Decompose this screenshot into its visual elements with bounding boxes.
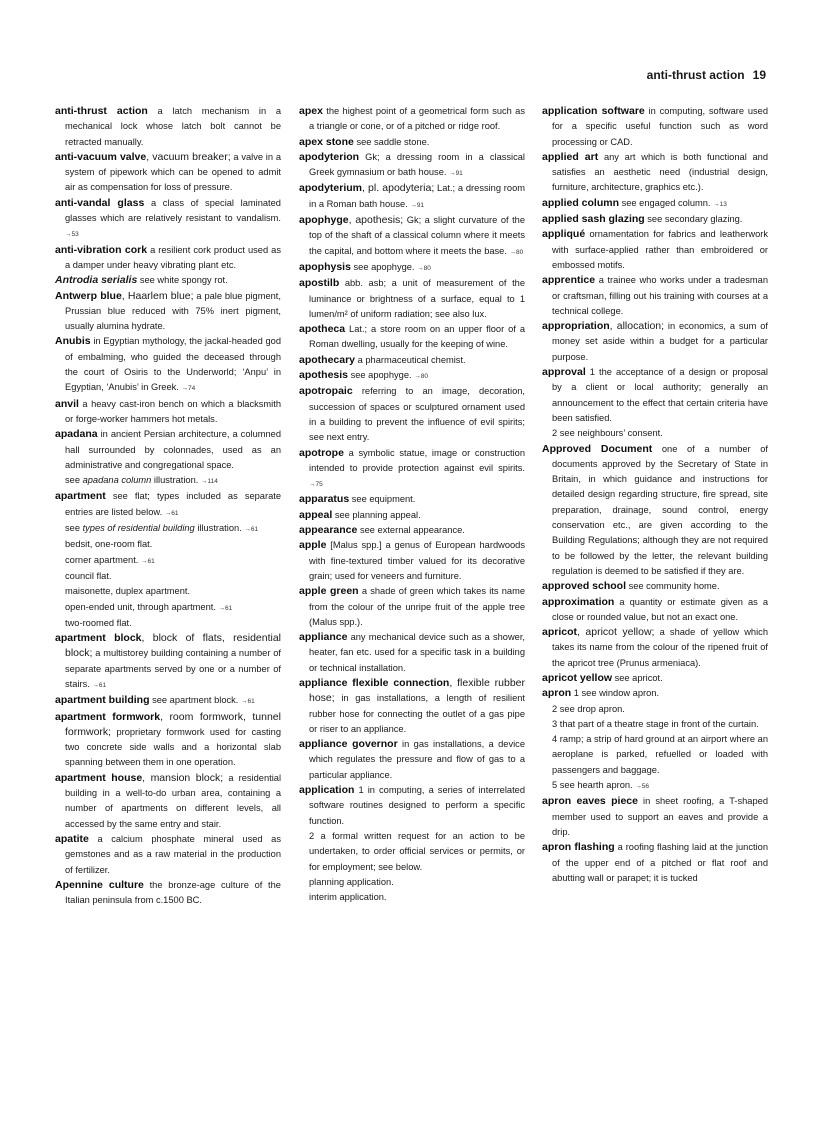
- entry-definition: see community home.: [626, 581, 720, 592]
- entry-headword: appliance flexible connection: [299, 676, 450, 689]
- cross-reference: →80: [417, 264, 431, 272]
- dictionary-entry: [299, 676, 525, 737]
- entry-definition: a trainee who works under a tradesman or craftsman, filling out his training with courses at a technical college.: [552, 275, 768, 316]
- entry-headword: anti-vibration cork: [55, 243, 148, 256]
- dictionary-entry: [299, 150, 525, 182]
- entry-headword: apotropaic: [299, 385, 353, 398]
- entry-definition: one of a number of documents approved by the Secretary of State in Britain, in which guidance and instructions for detailed design regarding structure, fire spread, site preparation, drainage, sound control, energy conservation etc., are given according to the Building Regulations; although they are not required to be followed by the letter, the relevant building regulation is deemed to be satisfied if they are.: [552, 443, 768, 576]
- entry-headword: apodyterion: [299, 150, 360, 163]
- dictionary-entry: [299, 737, 525, 783]
- cross-reference: →114: [200, 478, 218, 486]
- entry-subitem: [542, 426, 768, 441]
- dictionary-entry: [299, 181, 525, 213]
- entry-definition: any mechanical device such as a shower, heater, fan etc. used for a specific task in a building or technical installation.: [309, 632, 525, 673]
- cross-reference: →61: [92, 681, 107, 689]
- dictionary-entry: [55, 710, 281, 771]
- dictionary-entry: [299, 135, 525, 150]
- entry-definition: 4 ramp; a strip of hard ground at an airport where an aeroplane is parked, refuelled or loaded with passengers and baggage.: [552, 734, 768, 775]
- dictionary-entry: [55, 832, 281, 878]
- entry-headword: anti-thrust action: [55, 105, 148, 117]
- dictionary-entry: [55, 273, 281, 288]
- entry-headword: apodyterium: [299, 182, 363, 195]
- entry-headword: Approved Document: [542, 442, 653, 455]
- dictionary-entry: [542, 273, 768, 319]
- entry-definition: see flat; types included as separate entries are listed below.: [65, 491, 281, 517]
- dictionary-entry: [55, 489, 281, 521]
- entry-definition: 3 that part of a theatre stage in front of the curtain.: [552, 718, 759, 729]
- entry-definition: a pale blue pigment, Prussian blue reduced with 75% inert pigment, usually alumina hydrate.: [65, 290, 281, 332]
- entry-headword: apadana: [55, 428, 98, 441]
- dictionary-entry: [299, 630, 525, 676]
- dictionary-entry: [542, 671, 768, 686]
- dictionary-entry: [299, 260, 525, 276]
- entry-definition: in gas installations, a device which regulates the pressure and flow of gas to a particular appliance.: [309, 739, 525, 780]
- cross-reference: →74: [181, 385, 196, 393]
- entry-subitem: [55, 521, 281, 537]
- running-head: [647, 68, 766, 82]
- entry-definition: referring to an image, decoration, succession of spaces or sculptured ornament used in a building to prevent the influence of evil spirits; see next entry.: [309, 386, 525, 443]
- entry-headword: Anubis: [55, 335, 91, 348]
- entry-headword: apex stone: [299, 135, 354, 148]
- entry-definition: 5 see hearth apron.: [552, 780, 633, 791]
- entry-headword: apartment formwork: [55, 710, 161, 723]
- entry-definition: see white spongy rot.: [137, 275, 228, 286]
- entry-headword: appropriation: [542, 320, 610, 333]
- running-head-title: anti-thrust action: [646, 68, 745, 82]
- entry-definition: interim application.: [309, 892, 387, 903]
- entry-definition: see planning appeal.: [332, 509, 421, 520]
- entry-definition: Gk; a slight curvature of the top of the shaft of a classical column where it meets the capital, and bottom where it meets the base.: [309, 215, 526, 256]
- entry-headword: apricot: [542, 626, 578, 639]
- entry-headword: anti-vandal glass: [55, 196, 145, 209]
- dictionary-entry: [55, 631, 281, 693]
- entry-definition: a pharmaceutical chemist.: [355, 354, 466, 365]
- entry-headword: Antwerp blue: [55, 289, 122, 302]
- dictionary-entry: [542, 150, 768, 196]
- entry-headword: apothecary: [299, 353, 356, 366]
- entry-headword: apophyge: [299, 214, 349, 227]
- entry-subitem: [55, 569, 281, 584]
- entry-headword: appliqué: [542, 228, 586, 241]
- entry-headword: apron flashing: [542, 841, 615, 854]
- dictionary-entry: [299, 584, 525, 630]
- entry-definition: illustration.: [151, 475, 199, 486]
- entry-headword: apartment block: [55, 632, 142, 645]
- entry-definition: ornamentation for fabrics and leatherwork with surface-applied rather than embroidered or embossed motifs.: [552, 229, 768, 270]
- entry-italic-ref: types of residential building: [82, 523, 195, 534]
- entry-headword: appeal: [299, 508, 333, 521]
- entry-headword: apartment: [55, 490, 106, 503]
- dictionary-entry: [299, 508, 525, 523]
- entry-headword: approved school: [542, 580, 627, 593]
- dictionary-entry: [542, 212, 768, 227]
- entry-headword: applied art: [542, 150, 599, 163]
- dictionary-entry: [299, 104, 525, 135]
- entry-subitem: [55, 473, 281, 489]
- entry-headword: apartment house: [55, 771, 143, 784]
- entry-definition: two-roomed flat.: [65, 617, 132, 628]
- entry-definition: open-ended unit, through apartment.: [65, 601, 216, 612]
- entry-headword: applied column: [542, 196, 620, 209]
- cross-reference: →13: [713, 200, 727, 208]
- entry-variant: , Haarlem blue;: [121, 289, 194, 302]
- entry-definition: 2 see drop apron.: [552, 703, 625, 714]
- dictionary-entry: [542, 442, 768, 580]
- cross-reference: →56: [635, 783, 649, 791]
- entry-definition: 2 see neighbours’ consent.: [552, 428, 663, 439]
- cross-reference: →61: [140, 557, 155, 565]
- entry-prefix: see: [65, 523, 83, 534]
- dictionary-entry: [542, 365, 768, 426]
- entry-headword: application: [299, 784, 355, 797]
- entry-variant: , mansion block;: [142, 771, 224, 784]
- dictionary-entry: [542, 319, 768, 365]
- dictionary-entry: [542, 686, 768, 701]
- dictionary-entry: [55, 693, 281, 709]
- entry-definition: a roofing flashing laid at the junction of the upper end of a pitched or flat roof and abutting wall or parapet; it is tucked: [552, 842, 768, 883]
- entry-headword: apotrope: [299, 446, 344, 459]
- dictionary-entry: [299, 538, 525, 584]
- entry-headword: Antrodia serialis: [55, 274, 138, 287]
- entry-definition: a shade of green which takes its name from the colour of the unripe fruit of the apple tree (Malus spp.).: [309, 586, 525, 627]
- entry-headword: apprentice: [542, 274, 596, 287]
- entry-definition: Gk; a dressing room in a classical Greek gymnasium or bath house.: [309, 151, 525, 178]
- entry-definition: a quantity or estimate given as a close or rounded value, but not an exact one.: [552, 596, 768, 622]
- dictionary-entry: [55, 289, 281, 335]
- entry-definition: Lat.; a dressing room in a Roman bath house.: [309, 183, 525, 209]
- entry-subitem: [55, 600, 281, 616]
- entry-headword: application software: [542, 105, 645, 117]
- dictionary-entry: [542, 104, 768, 150]
- entry-definition: a multistorey building containing a number of separate apartments served by one or a number of stairs.: [65, 648, 281, 689]
- cross-reference: →91: [410, 201, 425, 209]
- entry-variant: , pl. apodyteria;: [362, 182, 435, 195]
- entry-headword: appliance governor: [299, 738, 398, 751]
- entry-subitem: [542, 717, 768, 732]
- entry-definition: see equipment.: [349, 494, 416, 505]
- entry-definition: proprietary formwork used for casting two concrete side walls and a horizontal slab spanning between them in one operation.: [65, 726, 281, 768]
- column-2: [299, 104, 525, 905]
- entry-subitem: [299, 875, 525, 890]
- entry-subitem: [542, 778, 768, 794]
- entry-headword: apothesis: [299, 369, 349, 382]
- cross-reference: →61: [164, 509, 179, 517]
- entry-definition: maisonette, duplex apartment.: [65, 586, 191, 597]
- entry-definition: see secondary glazing.: [644, 214, 743, 225]
- entry-headword: apricot yellow: [542, 671, 613, 684]
- entry-headword: approval: [542, 366, 586, 379]
- entry-subitem: [299, 829, 525, 875]
- entry-headword: apple: [299, 539, 327, 552]
- entry-definition: bedsit, one-room flat.: [65, 539, 153, 550]
- dictionary-entry: [542, 196, 768, 212]
- entry-italic-ref: apadana column: [82, 475, 152, 486]
- entry-headword: apophysis: [299, 260, 351, 273]
- entry-definition: illustration.: [194, 523, 242, 534]
- entry-variant: , allocation;: [609, 320, 665, 333]
- page-number: 19: [752, 68, 766, 82]
- cross-reference: →80: [509, 248, 524, 256]
- entry-subitem: [55, 553, 281, 569]
- entry-definition: in economics, a sum of money set aside within a budget for a particular purpose.: [552, 321, 768, 362]
- dictionary-entry: [55, 771, 281, 832]
- entry-headword: apex: [299, 105, 323, 117]
- cross-reference: →80: [414, 373, 428, 381]
- entry-subitem: [55, 537, 281, 552]
- cross-reference: →75: [309, 481, 323, 489]
- entry-definition: see engaged column.: [619, 197, 711, 208]
- dictionary-entry: [299, 213, 525, 260]
- entry-headword: appliance: [299, 631, 348, 644]
- entry-definition: the bronze-age culture of the Italian peninsula from c.1500 BC.: [65, 879, 281, 906]
- entry-definition: Lat.; a store room on an upper floor of a Roman dwelling, usually for the keeping of wine.: [309, 324, 525, 350]
- entry-subitem: [55, 616, 281, 631]
- dictionary-entry: [542, 595, 768, 626]
- dictionary-entry: [542, 840, 768, 886]
- entry-definition: any art which is both functional and satisfies an aesthetic need (industrial design, furniture, architecture, graphics etc.).: [552, 151, 768, 193]
- entry-definition: see saddle stone.: [353, 136, 430, 147]
- entry-definition: corner apartment.: [65, 554, 139, 565]
- dictionary-entry: [55, 427, 281, 473]
- cross-reference: →61: [240, 698, 255, 706]
- entry-headword: apple green: [299, 585, 359, 598]
- entry-variant: , apothesis;: [348, 214, 404, 227]
- dictionary-entry: [299, 783, 525, 829]
- entry-definition: see external appearance.: [357, 525, 465, 536]
- entry-headword: anvil: [55, 397, 79, 410]
- entry-definition: in sheet roofing, a T-shaped member used to support an eaves and provide a drip.: [552, 796, 768, 837]
- entry-definition: see apophyge.: [348, 370, 412, 381]
- entry-definition: abb. asb; a unit of measurement of the luminance or brightness of a surface, equal to 1 lumen/m² of uniform radiation; see also lux.: [309, 278, 525, 319]
- cross-reference: →91: [449, 170, 463, 178]
- column-3: [542, 104, 768, 886]
- entry-definition: a symbolic statue, image or construction intended to provide protection against evil spirits.: [309, 447, 525, 473]
- entry-definition: [Malus spp.] a genus of European hardwoods with fine-textured timber valued for its decorative grain; used for veneers and furniture.: [309, 540, 525, 581]
- dictionary-entry: [55, 150, 281, 196]
- entry-headword: apotheca: [299, 323, 346, 336]
- dictionary-entry: [299, 446, 525, 493]
- entry-headword: apartment building: [55, 694, 150, 707]
- entry-headword: anti-vacuum valve: [55, 150, 147, 163]
- entry-headword: appearance: [299, 524, 358, 537]
- entry-definition: a shade of yellow which takes its name from the colour of the ripened fruit of the apricot tree (Prunus armeniaca).: [552, 627, 768, 668]
- entry-definition: 2 a formal written request for an action to be undertaken, to order official services or permits, or for employment; see below.: [309, 830, 525, 872]
- column-1: [55, 104, 281, 908]
- entry-definition: 1 in computing, a series of interrelated software routines designed to perform a specific function.: [309, 785, 525, 826]
- dictionary-entry: [299, 368, 525, 384]
- entry-prefix: see: [65, 475, 83, 486]
- cross-reference: →61: [218, 604, 233, 612]
- dictionary-entry: [299, 353, 525, 368]
- entry-subitem: [299, 890, 525, 905]
- entry-variant: , block of flats, residential block;: [65, 632, 282, 660]
- dictionary-entry: [55, 243, 281, 274]
- dictionary-entry: [55, 104, 281, 150]
- dictionary-entry: [55, 334, 281, 396]
- entry-variant: , apricot yellow;: [577, 626, 655, 639]
- entry-definition: a heavy cast-iron bench on which a blacksmith or forge-worker hammers hot metals.: [65, 398, 281, 424]
- entry-definition: in ancient Persian architecture, a columned hall surrounded by colonnades, used as an administrative and congregational space.: [65, 429, 281, 470]
- entry-definition: a class of special laminated glasses which are relatively resistant to vandalism.: [65, 197, 281, 224]
- entry-definition: in computing, software used for a specific useful function such as word processing or CAD.: [552, 106, 768, 147]
- dictionary-entry: [299, 384, 525, 445]
- dictionary-entry: [542, 227, 768, 273]
- dictionary-entry: [542, 794, 768, 840]
- entry-definition: in Egyptian mythology, the jackal-headed god of embalming, who guided the deceased through the court of Osiris to the Underworld; ‘Anpu’ in Egyptian, ‘Anubis’ in Greek.: [65, 336, 281, 393]
- dictionary-entry: [299, 523, 525, 538]
- entry-variant: , flexible rubber hose;: [309, 676, 525, 705]
- entry-subitem: [542, 702, 768, 717]
- entry-definition: a calcium phosphate mineral used as gemstones and as a raw material in the production of fertilizer.: [65, 833, 281, 875]
- cross-reference: →61: [244, 526, 259, 534]
- entry-headword: apatite: [55, 832, 89, 845]
- entry-definition: a residential building in a well-to-do urban area, containing a number of apartments on different levels, all accessed by the same entry and stair.: [65, 772, 282, 829]
- entry-headword: apron: [542, 687, 572, 700]
- dictionary-entry: [55, 196, 281, 243]
- cross-reference: →53: [65, 231, 79, 239]
- entry-definition: planning application.: [309, 876, 394, 887]
- entry-definition: see apartment block.: [149, 695, 239, 706]
- dictionary-entry: [55, 397, 281, 428]
- entry-variant: , room formwork, tunnel formwork;: [65, 710, 281, 738]
- entry-headword: approximation: [542, 595, 615, 608]
- entry-headword: apparatus: [299, 493, 350, 506]
- dictionary-entry: [299, 322, 525, 353]
- entry-definition: a resilient cork product used as a damper under heavy vibrating plant etc.: [65, 244, 281, 270]
- entry-definition: a valve in a system of pipework which can be opened to admit air as compensation for loss of pressure.: [65, 151, 281, 193]
- entry-headword: applied sash glazing: [542, 213, 645, 226]
- dictionary-entry: [55, 878, 281, 909]
- entry-variant: , vacuum breaker;: [146, 150, 231, 163]
- entry-headword: apron eaves piece: [542, 795, 638, 808]
- entry-subitem: [542, 732, 768, 778]
- dictionary-entry: [299, 492, 525, 507]
- entry-definition: in gas installations, a length of resilient rubber hose for connecting the outlet of a gas pipe or riser to an appliance.: [309, 693, 525, 734]
- entry-definition: the highest point of a geometrical form such as a triangle or cone, or of a pitched or ridge roof.: [309, 106, 525, 132]
- entry-definition: a latch mechanism in a mechanical lock whose latch bolt cannot be retracted manually.: [65, 106, 282, 147]
- entry-definition: 1 see window apron.: [571, 688, 660, 699]
- entry-definition: council flat.: [65, 570, 112, 581]
- entry-definition: see apophyge.: [350, 261, 415, 272]
- entry-subitem: [55, 584, 281, 599]
- dictionary-entry: [542, 625, 768, 671]
- entry-headword: apostilb: [299, 277, 340, 290]
- entry-definition: 1 the acceptance of a design or proposal by a client or local authority; generally an announcement to the effect that certain criteria have been satisfied.: [552, 367, 768, 423]
- entry-headword: Apennine culture: [55, 878, 144, 891]
- dictionary-entry: [299, 276, 525, 322]
- dictionary-entry: [542, 579, 768, 594]
- entry-definition: see apricot.: [612, 672, 663, 683]
